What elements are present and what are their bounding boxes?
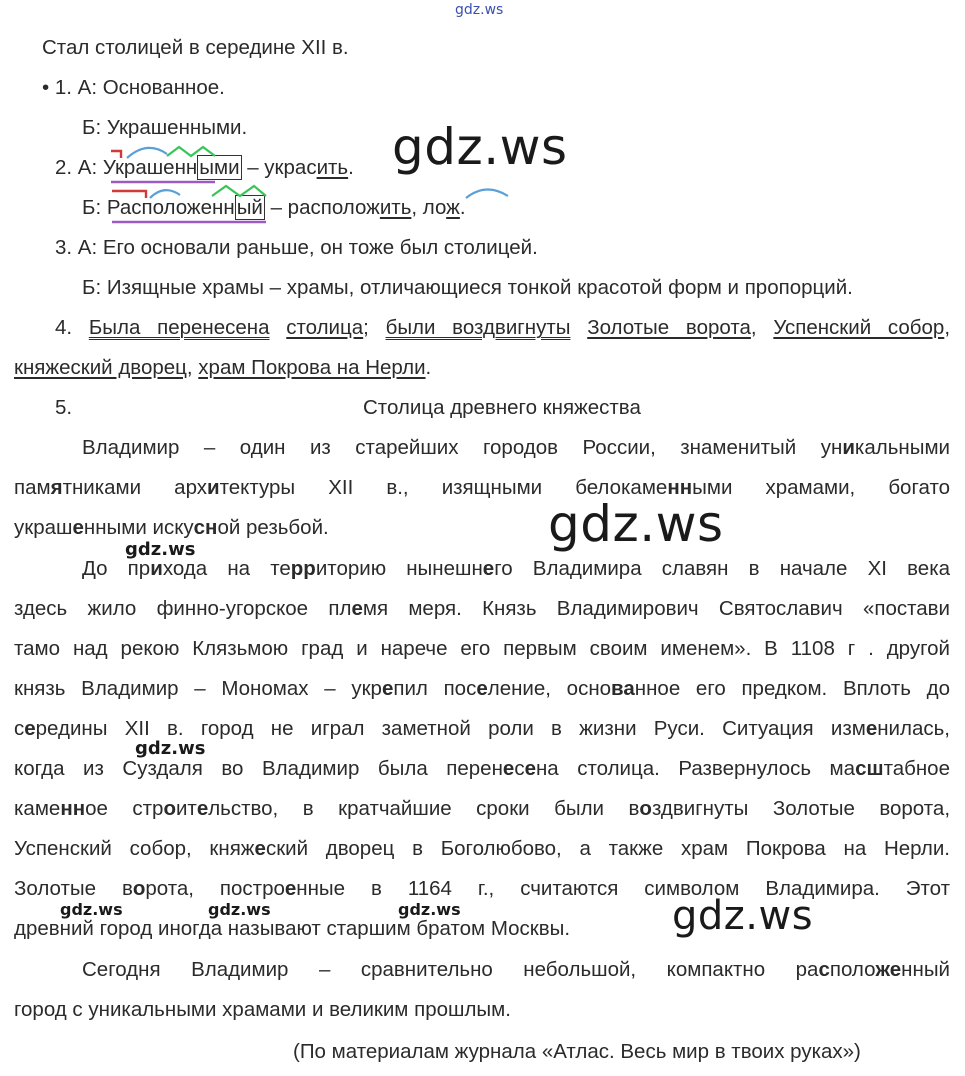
p2-line8	[14, 837, 950, 861]
semicolon: ;	[363, 316, 386, 339]
text-run: До пр	[82, 557, 151, 580]
text-run: тектуры XII в., изящными белокаме	[219, 476, 668, 499]
task3-a: 3. А: Его основали раньше, он тоже был столицей.	[55, 236, 538, 259]
text-run: сн	[193, 516, 218, 539]
text-run: и	[842, 436, 855, 459]
text-run: здесь жило финно-угорское пл	[14, 597, 352, 620]
subject-5: храм Покрова на Нерли	[198, 356, 426, 379]
text-run: е	[381, 677, 394, 700]
p2-line3	[14, 637, 950, 661]
text-run: льство, в кратчайшие сроки были в	[208, 797, 640, 820]
p2-line1	[82, 557, 950, 581]
task1-a: • 1. А: Основанное.	[42, 76, 225, 99]
comma-3: ,	[186, 356, 199, 379]
text-run: е	[254, 837, 266, 860]
watermark-small-5: gdz.ws	[398, 900, 461, 919]
p3-line2: город с уникальными храмами и великим прошлым.	[14, 998, 511, 1021]
p2-line10	[14, 917, 570, 941]
watermark-small-1: gdz.ws	[125, 539, 196, 560]
text-run: нными иску	[83, 516, 194, 539]
task2-b-prefix: Б:	[82, 196, 107, 219]
text-run: Владимир – один из старейших городов России, знаменитый ун	[82, 436, 843, 459]
text-run: тамо над рекою Клязьмою град и нарече его первым своим именем». В 1108 г . другой	[14, 637, 950, 660]
text-run: с	[818, 958, 830, 981]
text-run: я	[50, 476, 63, 499]
text-run: е	[72, 516, 84, 539]
text-run: о	[639, 797, 652, 820]
root-arc-lozh-path	[466, 189, 508, 198]
task4-line1	[55, 316, 950, 340]
task2-a-suffix: ить	[316, 156, 349, 179]
task2-b-stem: Расположенн	[106, 196, 235, 219]
text-run: ыми храмами, богато	[692, 476, 950, 499]
task2-a-rest: – украс	[241, 156, 317, 179]
text-run: ский дворец в Боголюбово, а также храм Покрова на Нерли.	[265, 837, 950, 860]
source-citation: (По материалам журнала «Атлас. Весь мир в твоих руках»)	[293, 1040, 861, 1063]
subject-2: Золотые ворота	[587, 316, 751, 339]
p2-line7	[14, 797, 950, 821]
task4-number: 4.	[55, 316, 89, 339]
p1-line1	[82, 436, 950, 460]
text-run: пам	[14, 476, 51, 499]
task2-b-root-letter: ж	[446, 196, 460, 219]
watermark-big-3: gdz.ws	[672, 893, 814, 939]
text-title: Столица древнего княжества	[363, 396, 641, 419]
comma-1: ,	[750, 316, 774, 339]
p2-line6	[14, 757, 950, 781]
text-run: е	[351, 597, 363, 620]
watermark-small-4: gdz.ws	[208, 900, 271, 919]
root-arc-lozh	[462, 182, 522, 202]
predicate-1: Была перенесена	[88, 316, 270, 339]
text-run: тниками арх	[62, 476, 207, 499]
text-run: ит	[175, 797, 197, 820]
subject-1: столица	[286, 316, 364, 339]
text-run: князь Владимир – Мономах – укр	[14, 677, 382, 700]
text-run: е	[524, 757, 536, 780]
text-run: когда из Суздаля во Владимир была перен	[14, 757, 503, 780]
text-run: нный	[901, 958, 950, 981]
text-run: е	[196, 797, 209, 820]
text-run: рота, постро	[145, 877, 285, 900]
text-run: е	[284, 877, 297, 900]
text-run: редины XII в. город не играл заметной роли в жизни Руси. Ситуация изм	[35, 717, 866, 740]
watermark-big-1: gdz.ws	[392, 118, 568, 176]
comma-2: ,	[944, 316, 951, 339]
text-run: древний город иногда называют старшим братом Москвы.	[14, 917, 571, 940]
task4-line2	[14, 356, 431, 380]
task2-b-end: .	[459, 196, 466, 219]
text-run: хода на те	[162, 557, 291, 580]
text-run: на столица. Развернулось ма	[535, 757, 856, 780]
p2-line4	[14, 677, 950, 701]
text-run: сш	[855, 757, 884, 780]
text-run: ой резьбой.	[217, 516, 329, 539]
text-run: о	[163, 797, 176, 820]
space	[570, 316, 587, 339]
text-run: рр	[290, 557, 316, 580]
text-run: и	[150, 557, 163, 580]
text-run: го Владимира славян в начале XI века	[494, 557, 951, 580]
task1-b: Б: Украшенными.	[82, 116, 248, 139]
answer-line: Стал столицей в середине XII в.	[42, 36, 349, 59]
text-run: с	[514, 757, 525, 780]
watermark-small-2: gdz.ws	[135, 738, 206, 759]
text-run: е	[889, 958, 902, 981]
text-run: нилась,	[877, 717, 950, 740]
text-run: табное	[883, 757, 950, 780]
text-run: здвигнуты Золотые ворота,	[651, 797, 951, 820]
subject-4: княжеский дворец	[14, 356, 187, 379]
task2-a-end: .	[348, 156, 354, 179]
p1-line3	[14, 516, 329, 540]
text-run: поло	[829, 958, 876, 981]
text-run: нн	[667, 476, 693, 499]
task2-a-prefix: 2. А:	[55, 156, 103, 179]
text-run: е	[865, 717, 878, 740]
task2-b-comma: ,	[411, 196, 423, 219]
text-run: Золотые в	[14, 877, 133, 900]
text-run: Успенский собор, княж	[14, 837, 255, 860]
task2-b-rest: – располож	[264, 196, 380, 219]
text-run: ление, осно	[487, 677, 612, 700]
text-run: е	[476, 677, 488, 700]
text-run: и	[207, 476, 220, 499]
p2-line2	[14, 597, 950, 621]
text-run: кальными	[854, 436, 950, 459]
text-run: украш	[14, 516, 73, 539]
task2-b-root: ло	[422, 196, 447, 219]
text-run: нные в 1164 г., считаются символом Владимира. Этот	[296, 877, 950, 900]
task2-b	[82, 196, 466, 220]
task2-b-ending: ый	[236, 196, 263, 219]
watermark-big-2: gdz.ws	[548, 495, 724, 553]
p3-line1	[82, 958, 950, 982]
text-run: каме	[14, 797, 61, 820]
text-run: Сегодня Владимир – сравнительно небольшой, компактно ра	[82, 958, 819, 981]
watermark-small-3: gdz.ws	[60, 900, 123, 919]
p1-line2	[14, 476, 950, 500]
task2-a-stem: Украшенн	[102, 156, 198, 179]
text-run: нн	[60, 797, 86, 820]
text-run: мя меря. Князь Владимирович Святославич «постави	[362, 597, 950, 620]
text-run: ва	[611, 677, 635, 700]
text-run: с	[14, 717, 25, 740]
text-run: пил пос	[393, 677, 477, 700]
text-run: ж	[875, 958, 890, 981]
text-run: о	[132, 877, 146, 900]
task2-a-ending: ыми	[199, 156, 240, 179]
task3-b: Б: Изящные храмы – храмы, отличающиеся тонкой красотой форм и пропорций.	[82, 276, 853, 299]
text-run: иторию нынешн	[315, 557, 483, 580]
subject-3: Успенский собор	[773, 316, 945, 339]
text-run: е	[24, 717, 36, 740]
task2-a	[55, 156, 354, 180]
text-run: ое стр	[85, 797, 164, 820]
predicate-2: были воздвигнуты	[385, 316, 571, 339]
period: .	[425, 356, 432, 379]
text-run: нное его предком. Вплоть до	[634, 677, 950, 700]
watermark-top: gdz.ws	[455, 2, 504, 18]
task5-number: 5.	[55, 396, 73, 419]
text-run: е	[482, 557, 495, 580]
task2-b-suffix: ить	[379, 196, 412, 219]
text-run: е	[502, 757, 515, 780]
